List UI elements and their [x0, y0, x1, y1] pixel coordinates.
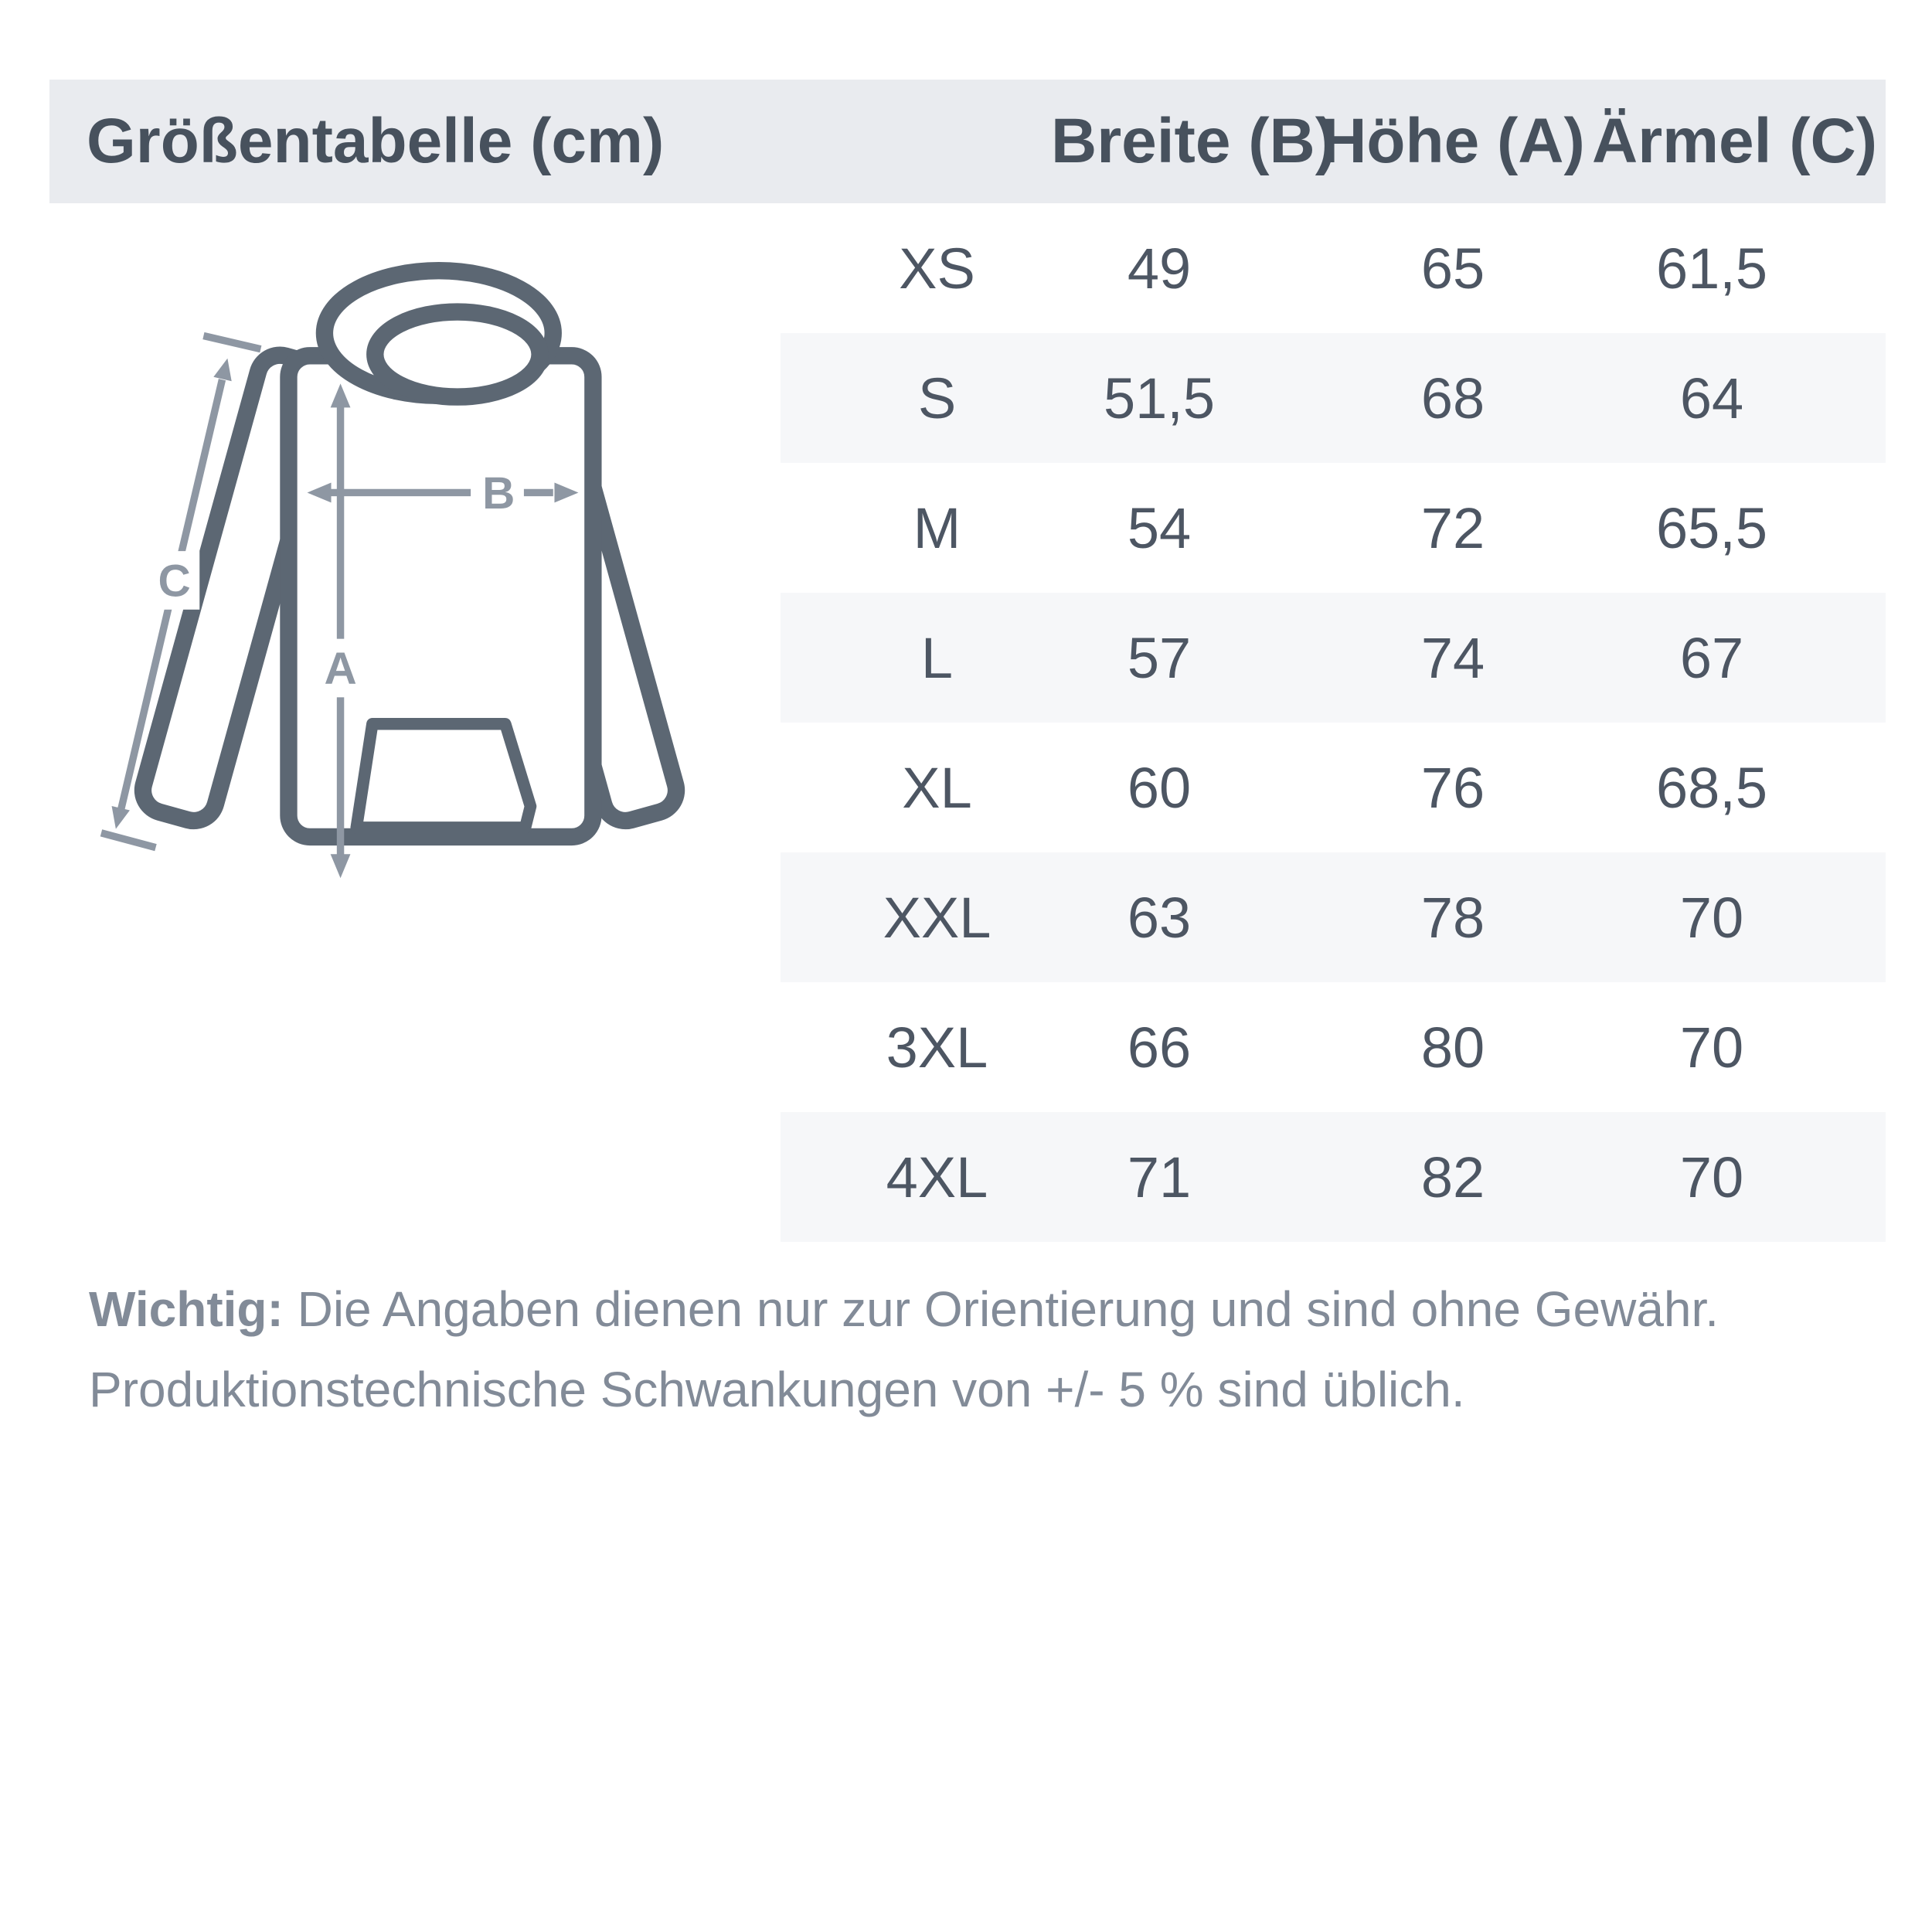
label-a: A — [324, 644, 357, 695]
breite-value: 66 — [1127, 1015, 1192, 1080]
size-label: 3XL — [886, 1015, 988, 1080]
hoehe-value: 78 — [1420, 885, 1485, 950]
aermel-value: 70 — [1679, 1145, 1744, 1209]
footnote-line-2: Produktionstechnische Schwankungen von +/- 5 % sind üblich. — [89, 1362, 1465, 1417]
aermel-value: 68,5 — [1655, 755, 1768, 820]
table-row-xl — [781, 723, 1886, 852]
size-chart-title: Größentabelle (cm) — [87, 106, 665, 176]
hoehe-value: 82 — [1420, 1145, 1485, 1209]
size-label: XL — [902, 755, 972, 820]
hoehe-value: 68 — [1420, 366, 1485, 430]
size-label: 4XL — [886, 1145, 988, 1209]
size-label: L — [920, 625, 954, 690]
table-row-3xl — [781, 982, 1886, 1112]
footnote-lead: Wichtig: — [89, 1281, 284, 1337]
column-header-aermel: Ärmel (C) — [1592, 106, 1878, 176]
aermel-value: 67 — [1679, 625, 1744, 690]
size-chart-header — [49, 80, 1886, 203]
aermel-value: 64 — [1679, 366, 1744, 430]
breite-value: 54 — [1127, 495, 1192, 560]
aermel-value: 65,5 — [1655, 495, 1768, 560]
aermel-value: 61,5 — [1655, 236, 1768, 301]
table-row-l — [781, 593, 1886, 723]
hood-opening-icon — [375, 312, 539, 397]
breite-value: 57 — [1127, 625, 1192, 690]
label-c: C — [158, 556, 191, 607]
aermel-value: 70 — [1679, 1015, 1744, 1080]
column-header-breite: Breite (B) — [1051, 106, 1337, 176]
hoehe-value: 65 — [1420, 236, 1485, 301]
footnote — [89, 1269, 1851, 1430]
kangaroo-pocket — [356, 724, 530, 828]
size-label: XXL — [883, 885, 992, 950]
hoodie-measurement-diagram — [77, 232, 742, 881]
hoehe-value: 72 — [1420, 495, 1485, 560]
hoehe-value: 74 — [1420, 625, 1485, 690]
table-row-xs — [781, 203, 1886, 333]
table-row-s — [781, 333, 1886, 463]
footnote-text-1: Die Angaben dienen nur zur Orientierung und sind ohne Gewähr. — [283, 1281, 1719, 1337]
column-header-hoehe: Höhe (A) — [1321, 106, 1585, 176]
breite-value: 60 — [1127, 755, 1192, 820]
breite-value: 49 — [1127, 236, 1192, 301]
size-table — [781, 203, 1886, 1242]
breite-value: 71 — [1127, 1145, 1192, 1209]
hoehe-value: 76 — [1420, 755, 1485, 820]
size-label: M — [913, 495, 961, 560]
aermel-value: 70 — [1679, 885, 1744, 950]
hoehe-value: 80 — [1420, 1015, 1485, 1080]
footnote-line-1 — [89, 1269, 1851, 1349]
size-label: XS — [899, 236, 975, 301]
hoodie-diagram-svg — [77, 232, 742, 881]
label-b: B — [482, 468, 515, 519]
table-row-xxl — [781, 852, 1886, 982]
size-label: S — [917, 366, 957, 430]
table-row-m — [781, 463, 1886, 593]
breite-value: 51,5 — [1103, 366, 1216, 430]
breite-value: 63 — [1127, 885, 1192, 950]
table-row-4xl — [781, 1112, 1886, 1242]
